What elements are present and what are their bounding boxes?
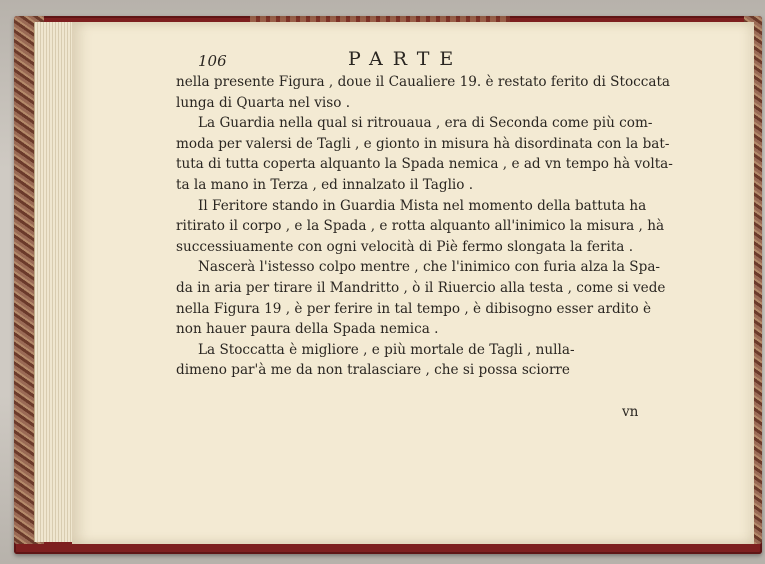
text-line: non hauer paura della Spada nemica . [176,321,439,338]
text-line: dimeno par'à me da non tralasciare , che si possa sciorre [176,362,570,379]
text-line: La Guardia nella qual si ritrouaua , era di Seconda come più com- [198,115,653,132]
text-line: nella Figura 19 , è per ferire in tal tempo , è dibisogno esser ardito è [176,300,652,317]
text-line: da in aria per tirare il Mandritto , ò il Riuercio alla testa , come si vede [176,279,666,296]
page-number: 106 [198,52,227,70]
text-line: Il Feritore stando in Guardia Mista nel momento della battuta ha [198,197,647,214]
text-line: lunga di Quarta nel viso . [176,94,351,111]
body-text [176,72,696,381]
text-line: moda per valersi de Tagli , e gionto in misura hà disordinata con la bat- [176,135,670,152]
catchword: vn [622,404,639,420]
running-head-title: PARTE [348,48,464,70]
text-line: tuta di tutta coperta alquanto la Spada nemica , e ad vn tempo hà volta- [176,156,673,173]
text-line: successiuamente con ogni velocità di Piè fermo slongata la ferita . [176,238,634,255]
text-line: nella presente Figura , doue il Caualiere 19. è restato ferito di Stoccata [176,74,671,90]
text-line: ritirato il corpo , e la Spada , e rotta alquanto all'inimico la misura , hà [176,218,665,235]
text-line: Nascerà l'istesso colpo mentre , che l'inimico con furia alza la Spa- [198,259,661,276]
text-line: ta la mano in Terza , ed innalzato il Taglio . [176,176,474,193]
book-page [72,22,754,544]
text-line: La Stoccatta è migliore , e più mortale de Tagli , nulla- [198,341,575,358]
